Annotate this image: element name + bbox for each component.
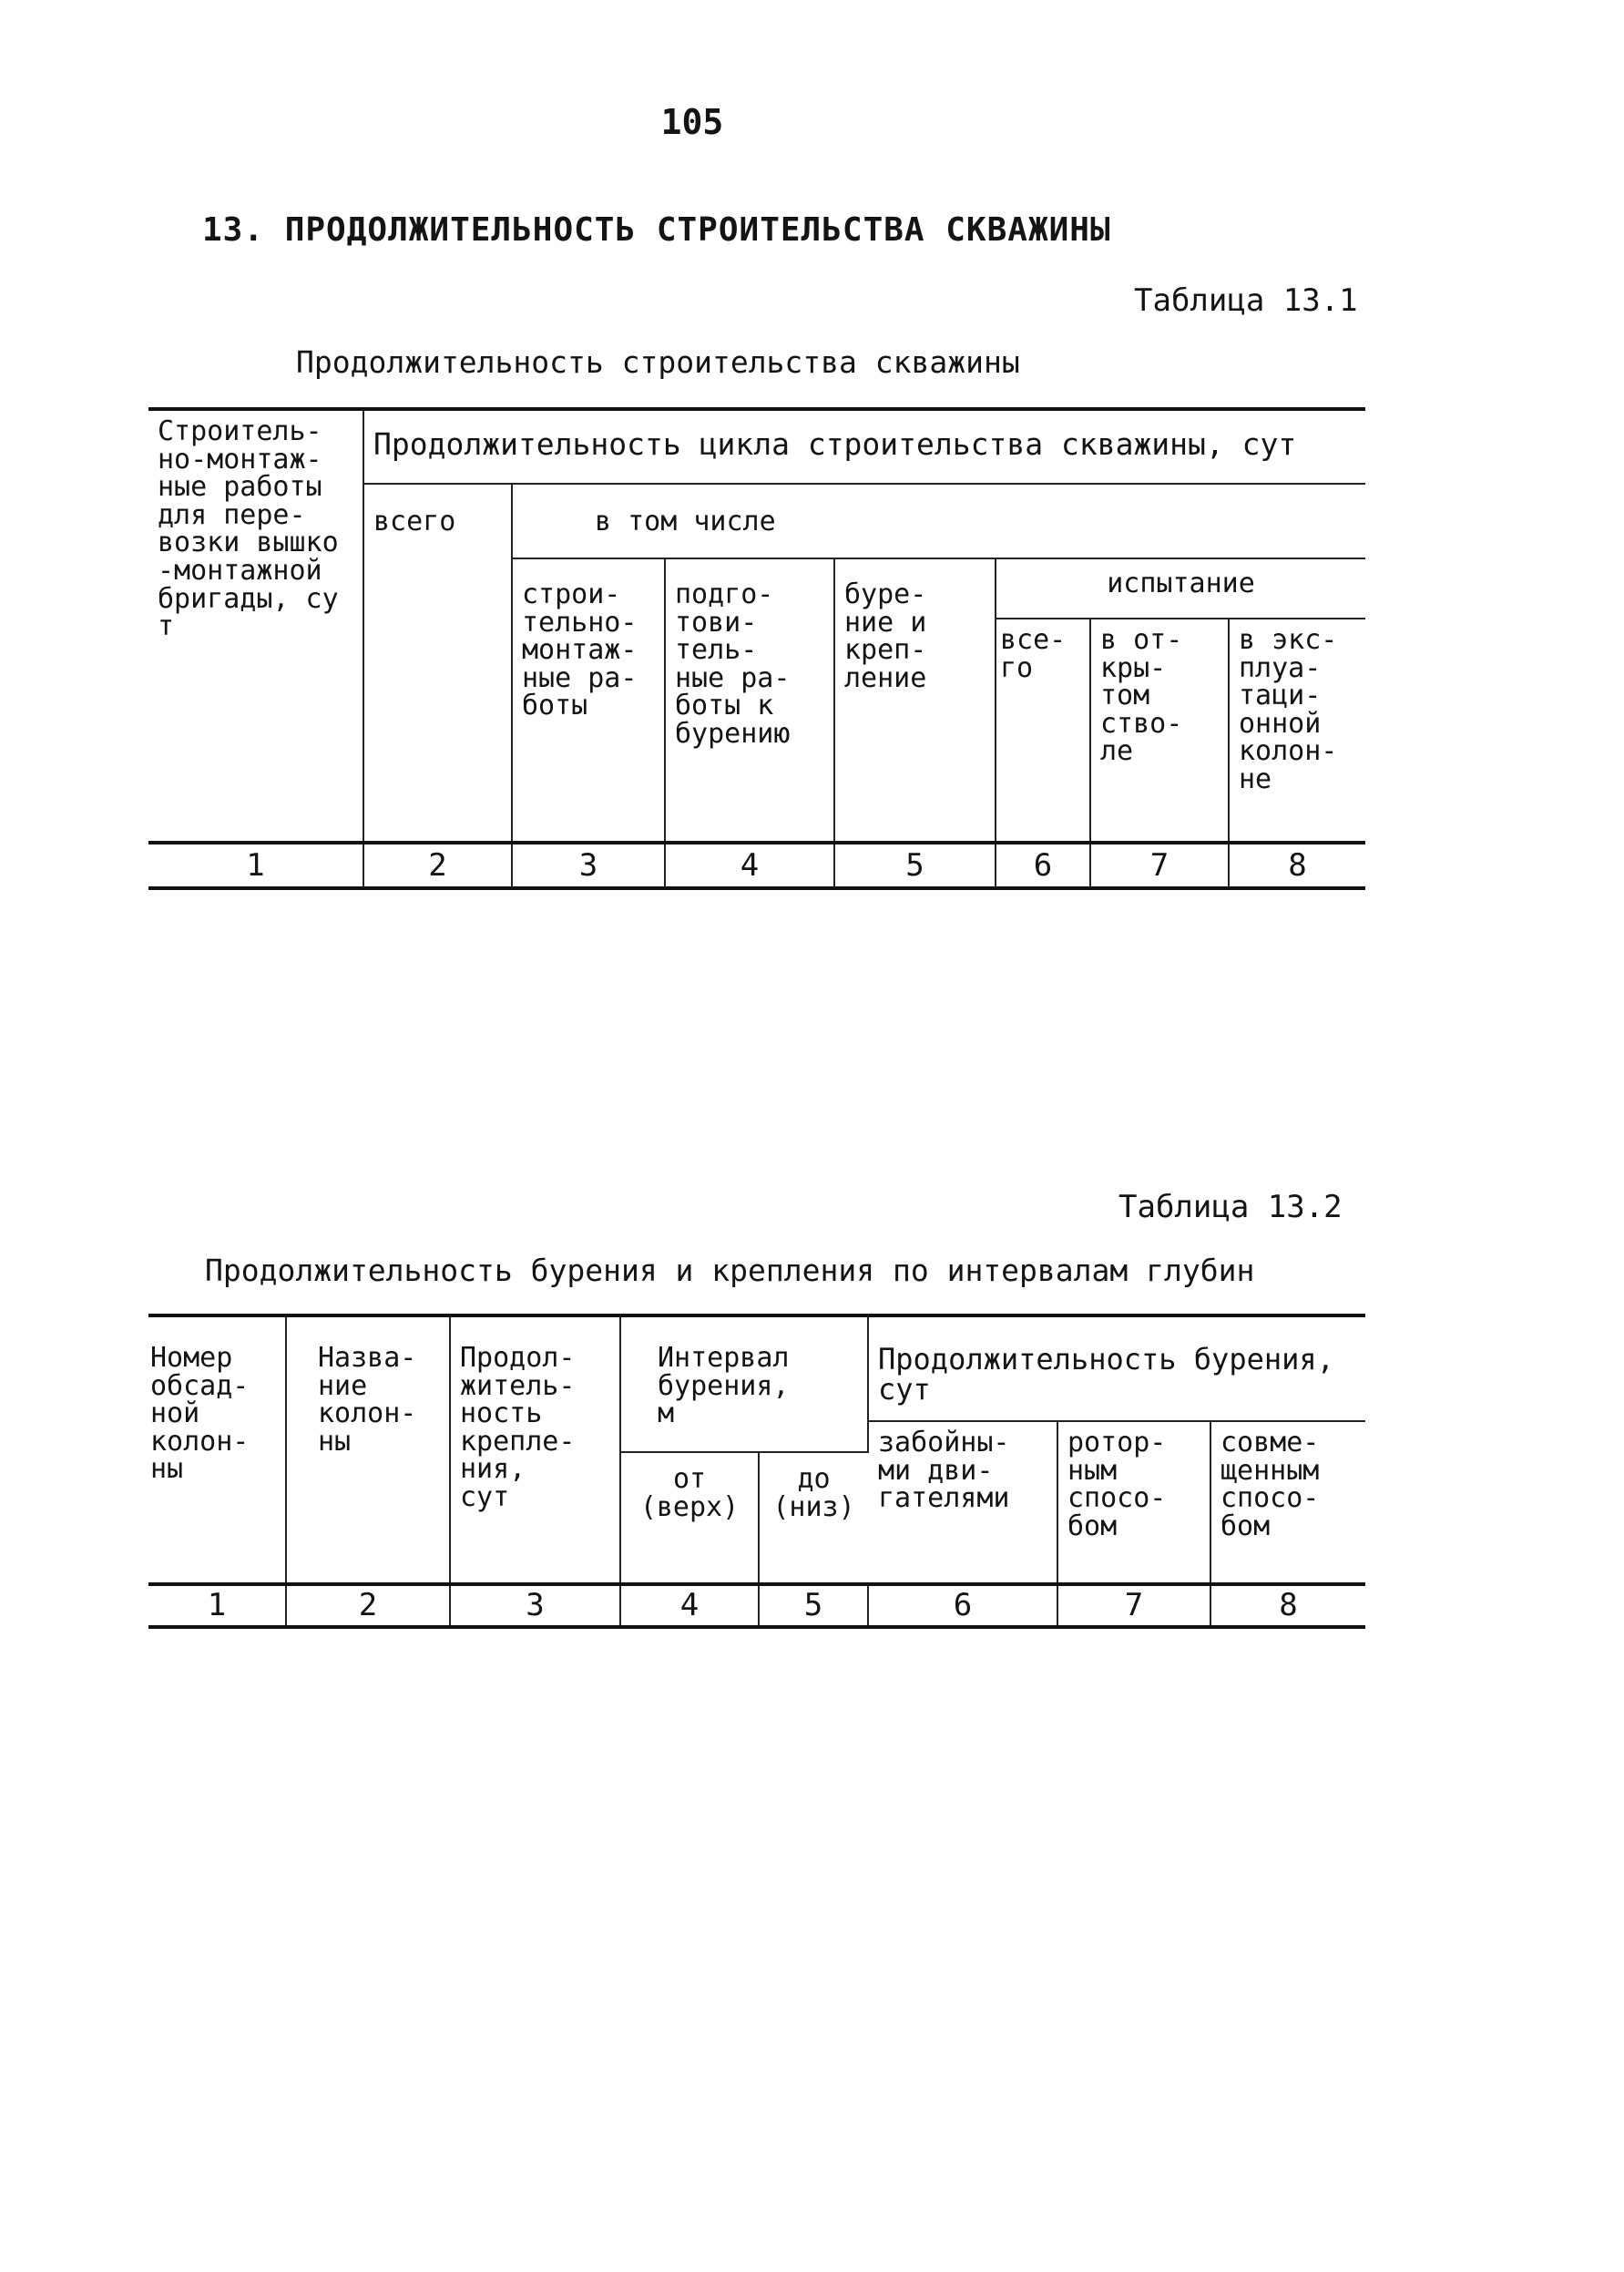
column-number: 7 — [1057, 1584, 1210, 1627]
header-casing-string-number: Номер обсад- ной колон- ны — [148, 1315, 286, 1584]
page-number: 105 — [660, 102, 724, 142]
table-caption-13-2: Продолжительность бурения и крепления по интервалам глубин — [205, 1253, 1255, 1288]
column-number: 2 — [363, 843, 512, 888]
column-number: 1 — [148, 1584, 286, 1627]
header-testing-total: все- го — [996, 619, 1090, 843]
header-drilling-and-casing: буре- ние и креп- ление — [834, 558, 996, 843]
column-number: 8 — [1229, 843, 1365, 888]
header-drilling-duration: Продолжительность бурения, сут — [868, 1315, 1365, 1421]
table-label-13-2: Таблица 13.2 — [1118, 1189, 1343, 1225]
header-combined-method: совме- щенным спосо- бом — [1210, 1421, 1365, 1584]
table-label-13-1: Таблица 13.1 — [1134, 282, 1358, 319]
column-number: 6 — [996, 843, 1090, 888]
header-including: в том числе — [512, 484, 1365, 558]
column-number: 6 — [868, 1584, 1057, 1627]
column-number: 5 — [759, 1584, 868, 1627]
header-string-name: Назва- ние колон- ны — [286, 1315, 450, 1584]
header-downhole-motors: забойны- ми дви- гателями — [868, 1421, 1057, 1584]
table-caption-13-1: Продолжительность строительства скважины — [296, 344, 1020, 380]
header-drilling-interval: Интервал бурения, м — [620, 1315, 868, 1452]
column-number: 7 — [1090, 843, 1229, 888]
section-title: 13. ПРОДОЛЖИТЕЛЬНОСТЬ СТРОИТЕЛЬСТВА СКВАЖИНЫ — [202, 211, 1111, 249]
column-number: 3 — [450, 1584, 620, 1627]
header-interval-from: от (верх) — [620, 1452, 759, 1584]
header-testing: испытание — [996, 558, 1365, 619]
header-interval-to: до (низ) — [759, 1452, 868, 1584]
header-construction-installation: строи- тельно- монтаж- ные ра- боты — [512, 558, 665, 843]
column-number: 3 — [512, 843, 665, 888]
table-13-1 — [148, 407, 1365, 890]
header-preparatory-works: подго- тови- тель- ные ра- боты к бурению — [665, 558, 834, 843]
header-construction-cycle-duration: Продолжительность цикла строительства скважины, сут — [363, 409, 1365, 484]
table-13-2 — [148, 1314, 1365, 1629]
header-total: всего — [363, 484, 512, 843]
header-construction-works-for-moving-crew: Строитель- но-монтаж- ные работы для пере- возки вышко-монтажной бригады, сут — [148, 409, 363, 843]
header-testing-production-string: в экс- плуа- таци- онной колон- не — [1229, 619, 1365, 843]
header-casing-duration: Продол- житель- ность крепле- ния, сут — [450, 1315, 620, 1584]
column-number: 2 — [286, 1584, 450, 1627]
header-rotary-method: ротор- ным спосо- бом — [1057, 1421, 1210, 1584]
column-number: 8 — [1210, 1584, 1365, 1627]
column-number: 4 — [665, 843, 834, 888]
column-number: 4 — [620, 1584, 759, 1627]
header-testing-open-hole: в от- кры- том ство- ле — [1090, 619, 1229, 843]
column-number: 1 — [148, 843, 363, 888]
column-number: 5 — [834, 843, 996, 888]
